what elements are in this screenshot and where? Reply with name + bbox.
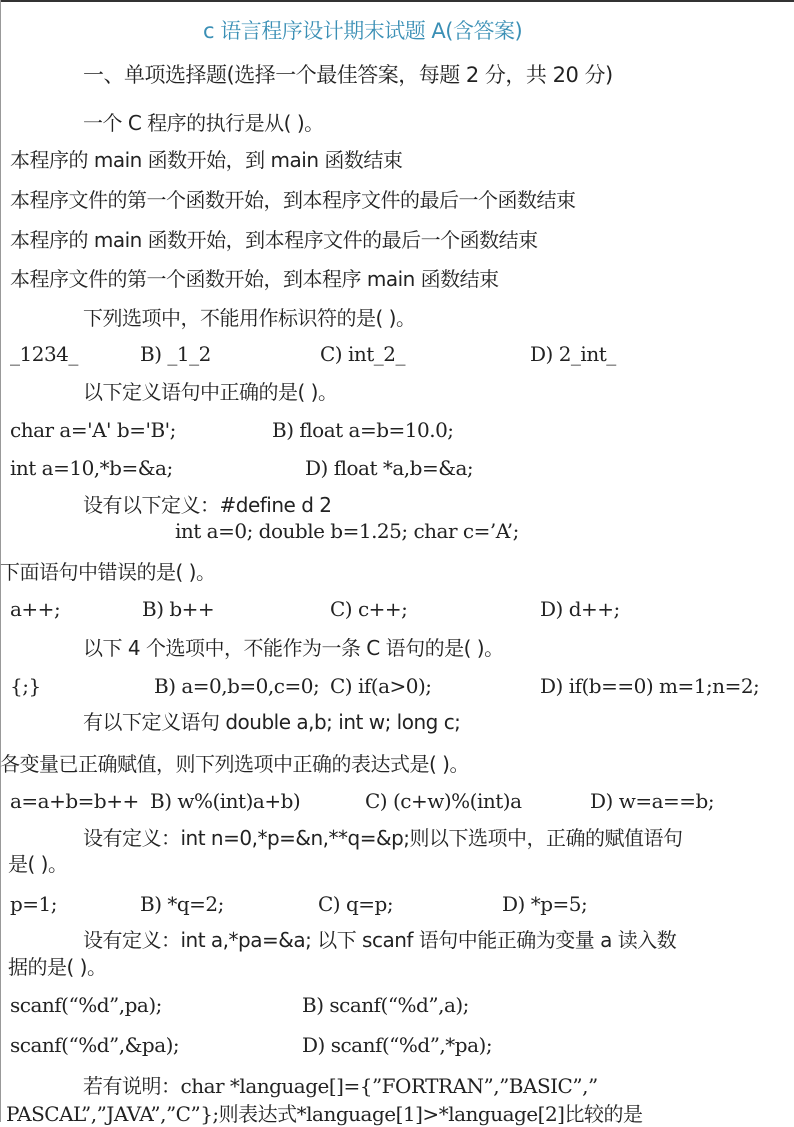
option-b: B) w%(int)a+b) [150, 789, 301, 813]
question-2-stem: 下列选项中，不能用作标识符的是( )。 [83, 306, 416, 330]
question-4-prompt: 下面语句中错误的是( )。 [0, 560, 216, 584]
option-a: char a='A' b='B'; [10, 418, 176, 442]
option-d: D) w=a==b; [590, 789, 715, 813]
option-d: D) 2_int_ [530, 342, 616, 366]
question-1-option-b: 本程序文件的第一个函数开始，到本程序文件的最后一个函数结束 [10, 188, 576, 212]
option-a: {;} [10, 674, 41, 698]
question-6-stem: 有以下定义语句 double a,b; int w; long c; [83, 710, 461, 734]
question-9-stem-cont: PASCAL”,”JAVA”,”C”};则表达式*language[1]>*language[2]比较的是 [6, 1102, 643, 1126]
question-4-stem: 设有以下定义：#define d 2 [83, 493, 332, 517]
question-9-stem: 若有说明：char *language[]={”FORTRAN”,”BASIC”,” [83, 1074, 598, 1098]
option-b: B) a=0,b=0,c=0; [154, 674, 320, 698]
question-5-stem: 以下 4 个选项中，不能作为一条 C 语句的是( )。 [83, 636, 504, 660]
question-1-stem: 一个 C 程序的执行是从( )。 [83, 111, 324, 135]
option-c: C) int_2_ [320, 342, 406, 366]
option-a: _1234_ [10, 342, 78, 366]
question-6-prompt: 各变量已正确赋值，则下列选项中正确的表达式是( )。 [0, 752, 469, 776]
option-b: B) b++ [142, 597, 215, 621]
question-7-stem: 设有定义：int n=0,*p=&n,**q=&p;则以下选项中，正确的赋值语句 [83, 826, 683, 850]
option-b: B) _1_2 [140, 342, 211, 366]
option-c: C) (c+w)%(int)a [365, 789, 522, 813]
option-d: D) scanf(“%d”,*pa); [302, 1033, 493, 1057]
option-c: scanf(“%d”,&pa); [10, 1033, 180, 1057]
option-a: scanf(“%d”,pa); [10, 993, 162, 1017]
option-a: a=a+b=b++ [10, 789, 139, 813]
option-b: B) float a=b=10.0; [272, 418, 454, 442]
question-1-option-d: 本程序文件的第一个函数开始，到本程序 main 函数结束 [10, 267, 499, 291]
question-1-option-a: 本程序的 main 函数开始，到 main 函数结束 [10, 148, 403, 172]
question-7-stem-cont: 是( )。 [8, 852, 68, 876]
document-title: c 语言程序设计期末试题 A(含答案) [203, 19, 523, 43]
option-c: int a=10,*b=&a; [10, 456, 173, 480]
option-d: D) *p=5; [502, 892, 588, 916]
option-a: p=1; [10, 892, 58, 916]
option-b: B) scanf(“%d”,a); [302, 993, 469, 1017]
option-c: C) c++; [330, 597, 408, 621]
option-d: D) d++; [540, 597, 620, 621]
question-4-definitions: int a=0; double b=1.25; char c=’A’; [175, 519, 519, 543]
question-8-stem-cont: 据的是( )。 [8, 955, 107, 979]
question-8-stem: 设有定义：int a,*pa=&a; 以下 scanf 语句中能正确为变量 a 读入数 [83, 928, 677, 952]
section-heading: 一、单项选择题(选择一个最佳答案，每题 2 分，共 20 分) [83, 63, 613, 87]
page-top-border [0, 0, 794, 2]
question-3-stem: 以下定义语句中正确的是( )。 [83, 380, 338, 404]
option-d: D) float *a,b=&a; [305, 456, 474, 480]
option-d: D) if(b==0) m=1;n=2; [540, 674, 760, 698]
option-c: C) if(a>0); [330, 674, 432, 698]
question-1-option-c: 本程序的 main 函数开始，到本程序文件的最后一个函数结束 [10, 228, 538, 252]
option-a: a++; [10, 597, 61, 621]
option-c: C) q=p; [318, 892, 394, 916]
option-b: B) *q=2; [140, 892, 224, 916]
